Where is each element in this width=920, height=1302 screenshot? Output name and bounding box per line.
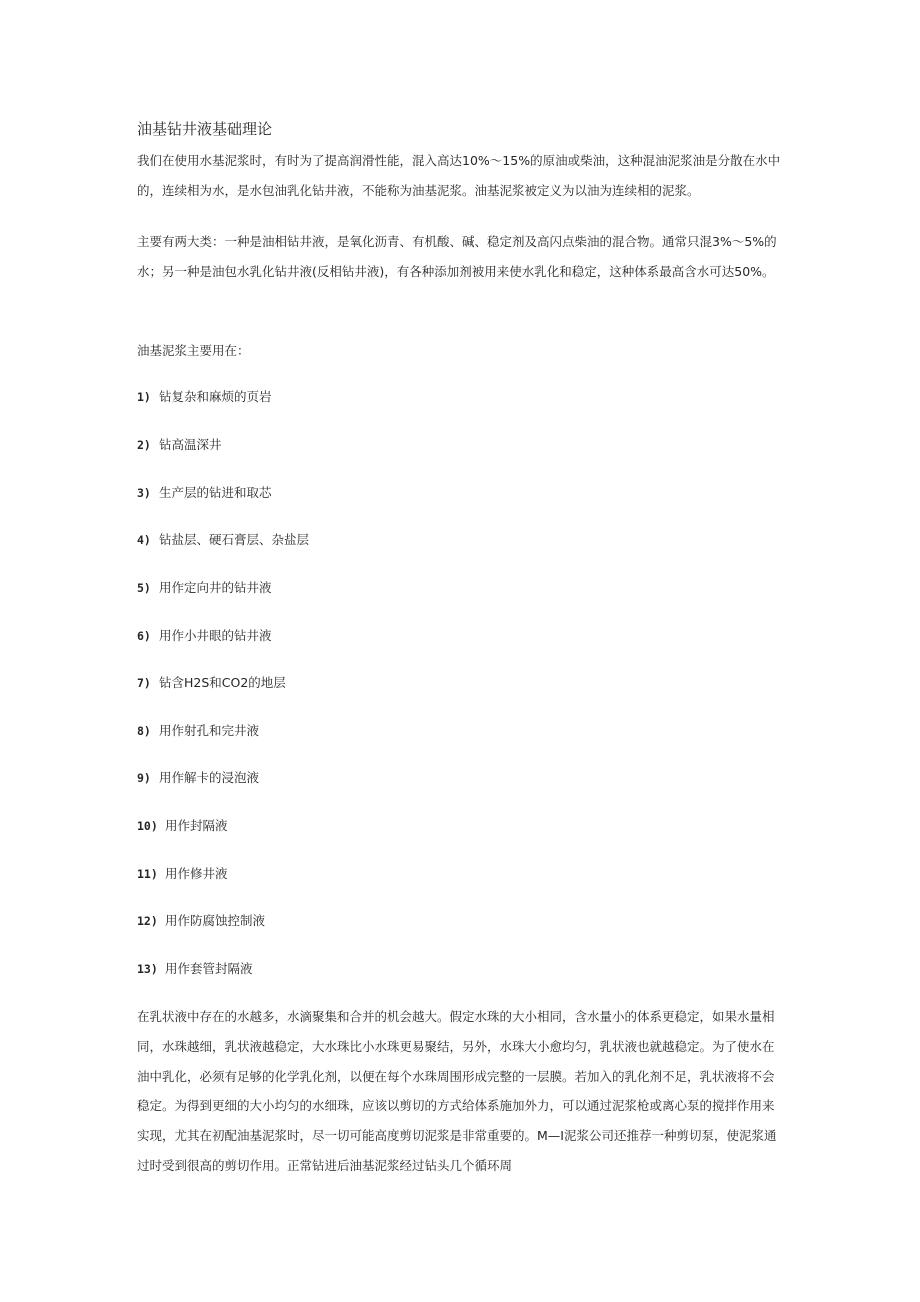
list-item [137, 911, 265, 931]
list-item-text: 钻盐层、硬石膏层、杂盐层 [159, 532, 310, 547]
list-item-text: 用作定向井的钻井液 [159, 580, 272, 595]
list-item [137, 816, 228, 836]
list-item-number: 5) [137, 581, 151, 595]
list-item-number: 9) [137, 771, 151, 785]
list-item [137, 435, 222, 455]
paragraph-types: 主要有两大类：一种是油相钻井液，是氧化沥青、有机酸、碱、稳定剂及高闪点柴油的混合物。通常只混3%～5%的水；另一种是油包水乳化钻井液(反相钻井液)，有各种添加剂被用来使水乳化和稳定，这种体系最高含水可达50%。 [137, 234, 777, 279]
list-item-number: 7) [137, 676, 151, 690]
paragraph-intro: 我们在使用水基泥浆时，有时为了提高润滑性能，混入高达10%～15%的原油或柴油，这种混油泥浆油是分散在水中的，连续相为水，是水包油乳化钻井液，不能称为油基泥浆。油基泥浆被定义为以油为连续相的泥浆。 [137, 153, 781, 198]
list-item [137, 578, 272, 598]
list-item-text: 用作射孔和完井液 [159, 723, 260, 738]
list-item-number: 13) [137, 962, 158, 976]
list-item-text: 钻含H2S和CO2的地层 [159, 675, 286, 690]
list-item [137, 721, 259, 741]
list-item-number: 8) [137, 724, 151, 738]
list-item [137, 387, 272, 407]
list-item-text: 用作修井液 [165, 866, 228, 881]
list-item-text: 用作封隔液 [165, 818, 228, 833]
list-item-number: 1) [137, 390, 151, 404]
list-item [137, 959, 253, 979]
list-item [137, 530, 309, 550]
list-item-text: 钻高温深井 [159, 437, 222, 452]
list-item-number: 11) [137, 867, 158, 881]
list-item-text: 钻复杂和麻烦的页岩 [159, 389, 272, 404]
list-item [137, 483, 272, 503]
list-item-number: 10) [137, 819, 158, 833]
list-item-number: 6) [137, 629, 151, 643]
list-item-number: 12) [137, 914, 158, 928]
list-item-number: 3) [137, 486, 151, 500]
list-item [137, 626, 272, 646]
list-item-text: 用作套管封隔液 [165, 961, 253, 976]
list-item-text: 用作防腐蚀控制液 [165, 913, 266, 928]
list-item-number: 2) [137, 438, 151, 452]
list-item [137, 768, 259, 788]
list-item-text: 用作小井眼的钻井液 [159, 628, 272, 643]
list-item-text: 生产层的钻进和取芯 [159, 485, 272, 500]
list-item-text: 用作解卡的浸泡液 [159, 770, 260, 785]
document-title: 油基钻井液基础理论 [137, 120, 273, 138]
list-item [137, 864, 228, 884]
list-item-number: 4) [137, 533, 151, 547]
list-item [137, 673, 286, 693]
paragraph-emulsion: 在乳状液中存在的水越多，水滴聚集和合并的机会越大。假定水珠的大小相同，含水量小的体系更稳定，如果水量相同，水珠越细，乳状液越稳定，大水珠比小水珠更易聚结，另外，水珠大小愈均匀，乳状液也就越稳定。为了使水在油中乳化，必须有足够的化学乳化剂，以便在每个水珠周围形成完整的一层膜。若加入的乳化剂不足，乳状液将不会稳定。为得到更细的大小均匀的水细珠，应该以剪切的方式给体系施加外力，可以通过泥浆枪或离心泵的搅拌作用来实现，尤其在初配油基泥浆时，尽一切可能高度剪切泥浆是非常重要的。M—I泥浆公司还推荐一种剪切泵，使泥浆通过时受到很高的剪切作用。正常钻进后油基泥浆经过钻头几个循环周 [137, 1009, 777, 1173]
paragraph-uses-intro: 油基泥浆主要用在： [137, 343, 250, 358]
